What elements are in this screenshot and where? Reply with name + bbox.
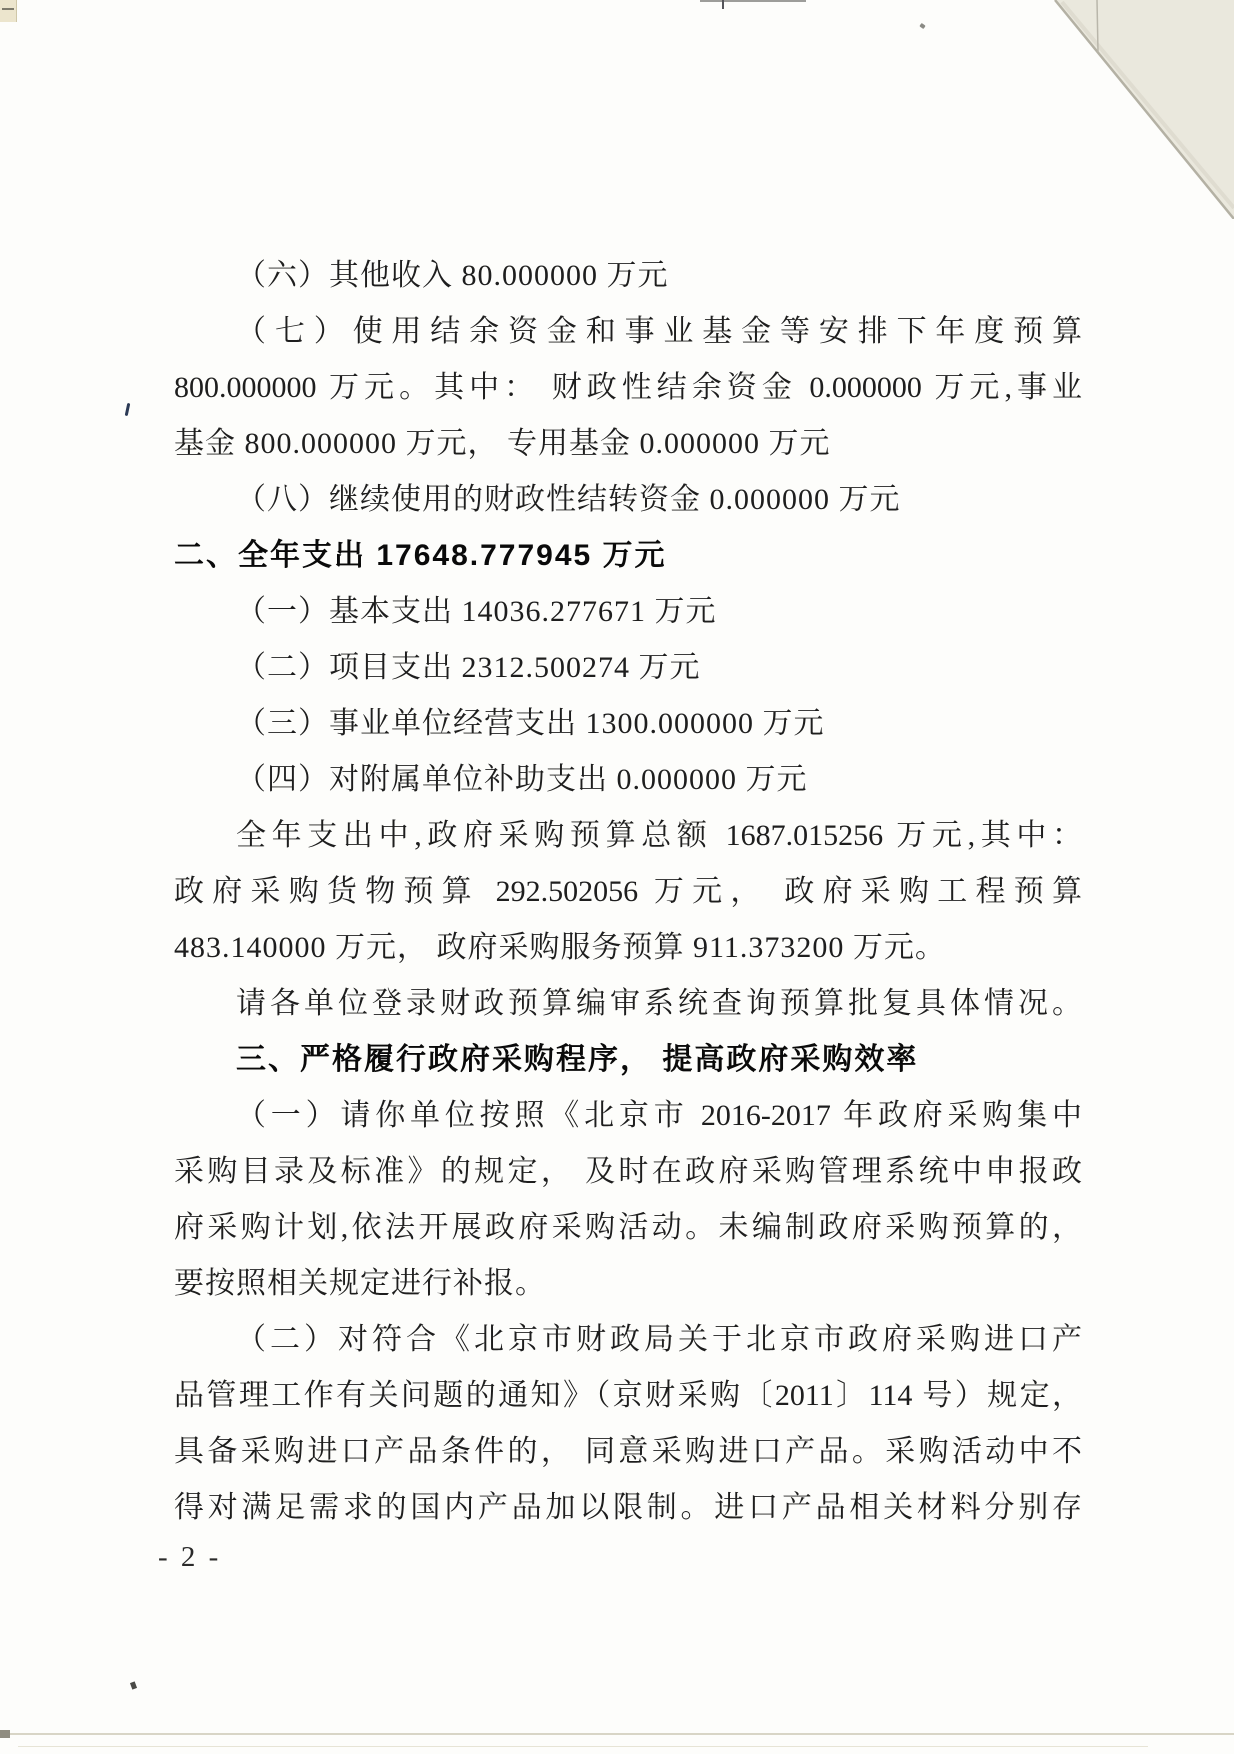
fold-vertical-crease: [1097, 0, 1098, 52]
document-line: （二）对符合《北京市财政局关于北京市政府采购进口产: [236, 1323, 1082, 1356]
top-left-corner-fragment: [0, 0, 17, 22]
top-edge-tick: [722, 0, 724, 9]
margin-ink-tick: [125, 403, 131, 416]
document-line: （六）其他收入 80.000000 万元: [236, 259, 669, 292]
document-line: （三）事业单位经营支出 1300.000000 万元: [236, 707, 825, 740]
scan-edge-mark: [0, 1730, 10, 1738]
document-line: （八）继续使用的财政性结转资金 0.000000 万元: [236, 483, 901, 516]
document-line: 基金 800.000000 万元， 专用基金 0.000000 万元: [174, 427, 831, 460]
fold-inner-shade: [1062, 2, 1234, 208]
document-line: 府采购计划,依法开展政府采购活动。未编制政府采购预算的，: [174, 1211, 1082, 1244]
document-line: 请各单位登录财政预算编审系统查询预算批复具体情况。: [236, 987, 1082, 1020]
dust-speck: [130, 1681, 137, 1689]
document-line: 要按照相关规定进行补报。: [174, 1267, 546, 1300]
document-body: [174, 248, 1082, 1536]
document-line: （二）项目支出 2312.500274 万元: [236, 651, 701, 684]
document-line: （七）使用结余资金和事业基金等安排下年度预算: [236, 315, 1082, 348]
document-line: （一）请你单位按照《北京市 2016-2017 年政府采购集中: [236, 1099, 1082, 1132]
document-line: 全年支出中,政府采购预算总额 1687.015256 万元,其中：: [236, 819, 1082, 852]
document-line: （四）对附属单位补助支出 0.000000 万元: [236, 763, 808, 796]
document-line: 800.000000 万元。其中： 财政性结余资金 0.000000 万元,事业: [174, 371, 1082, 404]
document-line: （一）基本支出 14036.277671 万元: [236, 595, 717, 628]
top-edge-mark: [700, 0, 806, 2]
document-line: 具备采购进口产品条件的， 同意采购进口产品。采购活动中不: [174, 1435, 1082, 1468]
document-line: 483.140000 万元， 政府采购服务预算 911.373200 万元。: [174, 931, 946, 964]
fold-crease-line: [1055, 0, 1234, 219]
dust-speck: [919, 23, 925, 29]
section-heading: 二、全年支出 17648.777945 万元: [174, 539, 667, 572]
page-number: - 2 -: [158, 1541, 222, 1573]
document-line: 采购目录及标准》的规定， 及时在政府采购管理系统中申报政: [174, 1155, 1082, 1188]
document-line: 得对满足需求的国内产品加以限制。进口产品相关材料分别存: [174, 1491, 1082, 1524]
document-line: 品管理工作有关问题的通知》（京财采购〔2011〕114 号）规定，: [174, 1379, 1082, 1412]
document-line: 政府采购货物预算 292.502056 万元， 政府采购工程预算: [174, 875, 1082, 908]
corner-fold: [1054, 0, 1234, 219]
scan-edge-line: [18, 1746, 1148, 1747]
scan-edge-line: [0, 1733, 1234, 1735]
fold-paper-behind: [1055, 0, 1234, 219]
section-heading: 三、严格履行政府采购程序， 提高政府采购效率: [236, 1043, 919, 1076]
